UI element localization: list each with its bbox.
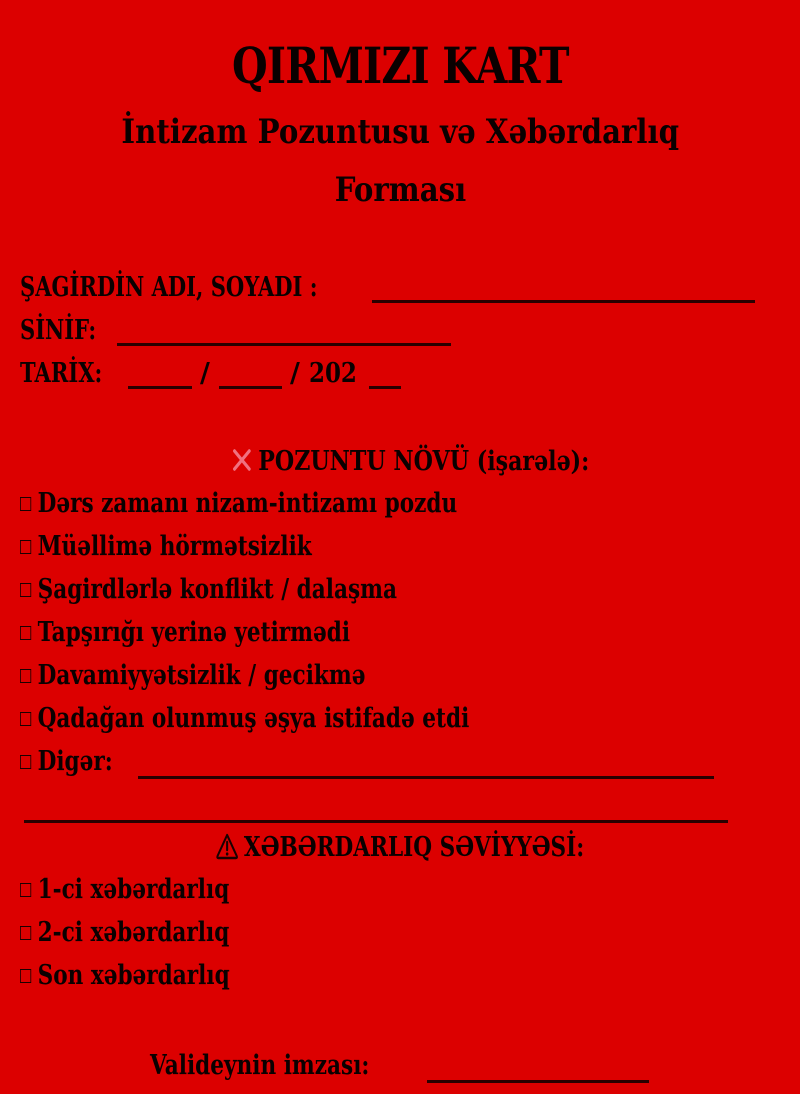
parent-signature-blank[interactable] <box>427 1080 649 1083</box>
warning-option[interactable]: 2-ci xəbərdarlıq <box>20 917 282 948</box>
form-subtitle-line2: Forması <box>334 170 466 210</box>
checkbox[interactable] <box>20 583 31 597</box>
violation-option[interactable]: Dərs zamanı nizam-intizamı pozdu <box>20 488 566 519</box>
warning-option[interactable]: 1-ci xəbərdarlıq <box>20 874 282 905</box>
checkbox[interactable] <box>20 969 31 983</box>
date-year-prefix: / 202 <box>290 358 358 389</box>
class-blank[interactable] <box>117 343 451 346</box>
form-subtitle-line1: İntizam Pozuntusu və Xəbərdarlıq <box>121 112 679 152</box>
warning-option[interactable]: Son xəbərdarlıq <box>20 960 282 991</box>
violation-option[interactable]: Qadağan olunmuş əşya istifadə etdi <box>20 703 582 734</box>
checkbox[interactable] <box>20 926 31 940</box>
checkbox[interactable] <box>20 540 31 554</box>
date-year-blank[interactable] <box>369 386 401 389</box>
checkbox[interactable] <box>20 883 31 897</box>
checkbox[interactable] <box>20 497 31 511</box>
date-label: TARİX: <box>20 358 103 389</box>
date-separator-1: / <box>200 358 210 389</box>
checkbox[interactable] <box>20 669 31 683</box>
date-day-blank[interactable] <box>128 386 192 389</box>
checkbox[interactable] <box>20 626 31 640</box>
violation-option[interactable]: Şagirdlərlə konflikt / dalaşma <box>20 574 491 605</box>
date-month-blank[interactable] <box>219 386 282 389</box>
form-title: QIRMIZI KART <box>231 36 569 95</box>
violation-heading: POZUNTU NÖVÜ (işarələ): <box>10 446 800 477</box>
parent-signature-label: Validеynin imzası: <box>150 1050 370 1081</box>
checkbox[interactable] <box>20 755 31 769</box>
violation-option[interactable]: Davamiyyətsizlik / gecikmə <box>20 660 452 691</box>
class-label: SİNİF: <box>20 315 97 346</box>
cross-mark-icon <box>231 446 254 474</box>
violation-option[interactable]: Tapşırığı yerinə yetirmədi <box>20 617 433 648</box>
warning-triangle-icon <box>215 832 239 860</box>
section-divider <box>24 820 728 823</box>
warning-heading: XƏBƏRDARLIQ SƏVİYYƏSİ: <box>0 832 800 863</box>
violation-option-other[interactable]: Digər: <box>20 746 136 777</box>
student-name-label: ŞAGİRDİN ADI, SOYADI : <box>20 272 318 303</box>
student-name-blank[interactable] <box>372 300 755 303</box>
other-violation-blank[interactable] <box>138 776 714 779</box>
checkbox[interactable] <box>20 712 31 726</box>
violation-option[interactable]: Müəllimə hörmətsizlik <box>20 531 385 562</box>
